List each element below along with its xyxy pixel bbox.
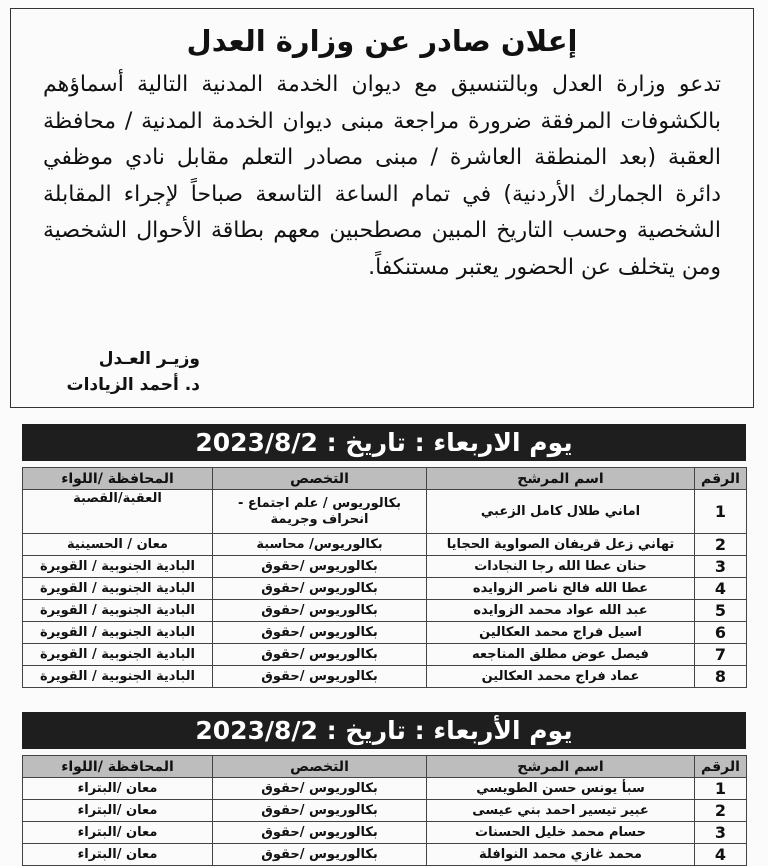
header-spec: التخصص [213,468,427,490]
cell-num: 4 [695,578,747,600]
cell-num: 2 [695,534,747,556]
cell-gov: البادية الجنوبية / القويرة [23,622,213,644]
header-gov: المحافظة /اللواء [23,468,213,490]
cell-gov: البادية الجنوبية / القويرة [23,556,213,578]
cell-num: 1 [695,778,747,800]
cell-name: حنان عطا الله رجا النجادات [427,556,695,578]
notice-body: تدعو وزارة العدل وبالتنسيق مع ديوان الخدمة المدنية التالية أسماؤهم بالكشوفات المرفقة ضرورة مراجعة مبنى ديوان الخدمة المدنية / محافظة العقبة (بعد المنطقة العاشرة / مبنى مصادر التعلم مقابل نادي موظفي دائرة الجمارك الأردنية) في تمام الساعة التاسعة صباحاً لإجراء المقابلة الشخصية وحسب التاريخ المبين مصطحبين معهم بطاقة الأحوال الشخصية ومن يتخلف عن الحضور يعتبر مستنكفاً. [43,72,721,280]
cell-gov: معان /البتراء [23,800,213,822]
signature-name: د. أحمد الزيادات [66,375,200,395]
cell-gov: البادية الجنوبية / القويرة [23,644,213,666]
cell-num: 2 [695,800,747,822]
cell-num: 7 [695,644,747,666]
cell-name: اماني طلال كامل الزعبي [427,490,695,534]
cell-gov: البادية الجنوبية / القويرة [23,600,213,622]
table-row [23,666,747,688]
table-row [23,534,747,556]
header-num: الرقم [695,468,747,490]
cell-name: عبد الله عواد محمد الزوايده [427,600,695,622]
cell-gov: العقبة/القصبة [23,490,213,534]
header-gov: المحافظة /اللواء [23,756,213,778]
header-name: اسم المرشح [427,468,695,490]
cell-name: فيصل عوض مطلق المناجعه [427,644,695,666]
cell-name: سبأ يونس حسن الطويسي [427,778,695,800]
signature-title: وزيـر العـدل [98,349,200,369]
cell-num: 6 [695,622,747,644]
signature-block [40,346,200,398]
cell-spec: بكالوريوس /حقوق [213,844,427,866]
header-name: اسم المرشح [427,756,695,778]
table-row [23,578,747,600]
cell-spec: بكالوريوس /حقوق [213,622,427,644]
day-date-1: 2023/8/2 [195,428,318,457]
cell-spec: بكالوريوس /حقوق [213,666,427,688]
cell-gov: معان /البتراء [23,778,213,800]
cell-num: 8 [695,666,747,688]
table-row [23,822,747,844]
candidates-table-1 [22,467,747,688]
cell-num: 5 [695,600,747,622]
table-row [23,800,747,822]
day-label-1: يوم الاربعاء : تاريخ : [317,428,573,457]
cell-gov: معان / الحسينية [23,534,213,556]
table-row [23,644,747,666]
candidates-table-2 [22,755,747,866]
table-row [23,844,747,866]
cell-spec: بكالوريوس /حقوق [213,556,427,578]
cell-spec: بكالوريوس /حقوق [213,800,427,822]
cell-gov: البادية الجنوبية / القويرة [23,578,213,600]
cell-spec: بكالوريوس /حقوق [213,778,427,800]
notice-title: إعلان صادر عن وزارة العدل [186,24,578,58]
cell-spec: بكالوريوس /حقوق [213,822,427,844]
cell-num: 3 [695,556,747,578]
cell-num: 3 [695,822,747,844]
table-header-row [23,468,747,490]
cell-spec: بكالوريوس /حقوق [213,600,427,622]
cell-spec: بكالوريوس/ محاسبة [213,534,427,556]
header-num: الرقم [695,756,747,778]
cell-name: محمد غازي محمد النوافلة [427,844,695,866]
table-row [23,622,747,644]
day-label-2: يوم الأربعاء : تاريخ : [317,716,573,745]
cell-gov: معان /البتراء [23,822,213,844]
cell-name: حسام محمد خليل الحسنات [427,822,695,844]
cell-name: تهاني زعل قريفان الصواوية الحجايا [427,534,695,556]
day-bar-2 [22,712,746,749]
cell-name: اسيل فراج محمد العكالين [427,622,695,644]
cell-spec: بكالوريوس /حقوق [213,644,427,666]
table-header-row [23,756,747,778]
cell-num: 4 [695,844,747,866]
day-date-2: 2023/8/2 [195,716,318,745]
cell-gov: البادية الجنوبية / القويرة [23,666,213,688]
table-row [23,778,747,800]
table-row [23,490,747,534]
cell-gov: معان /البتراء [23,844,213,866]
cell-num: 1 [695,490,747,534]
cell-name: عطا الله فالح ناصر الزوايده [427,578,695,600]
cell-name: عبير تيسير احمد بني عيسى [427,800,695,822]
cell-spec: بكالوريوس / علم اجتماع - انحراف وجريمة [213,490,427,534]
table-row [23,556,747,578]
cell-spec: بكالوريوس /حقوق [213,578,427,600]
cell-name: عماد فراج محمد العكالين [427,666,695,688]
header-spec: التخصص [213,756,427,778]
day-bar-1 [22,424,746,461]
table-row [23,600,747,622]
